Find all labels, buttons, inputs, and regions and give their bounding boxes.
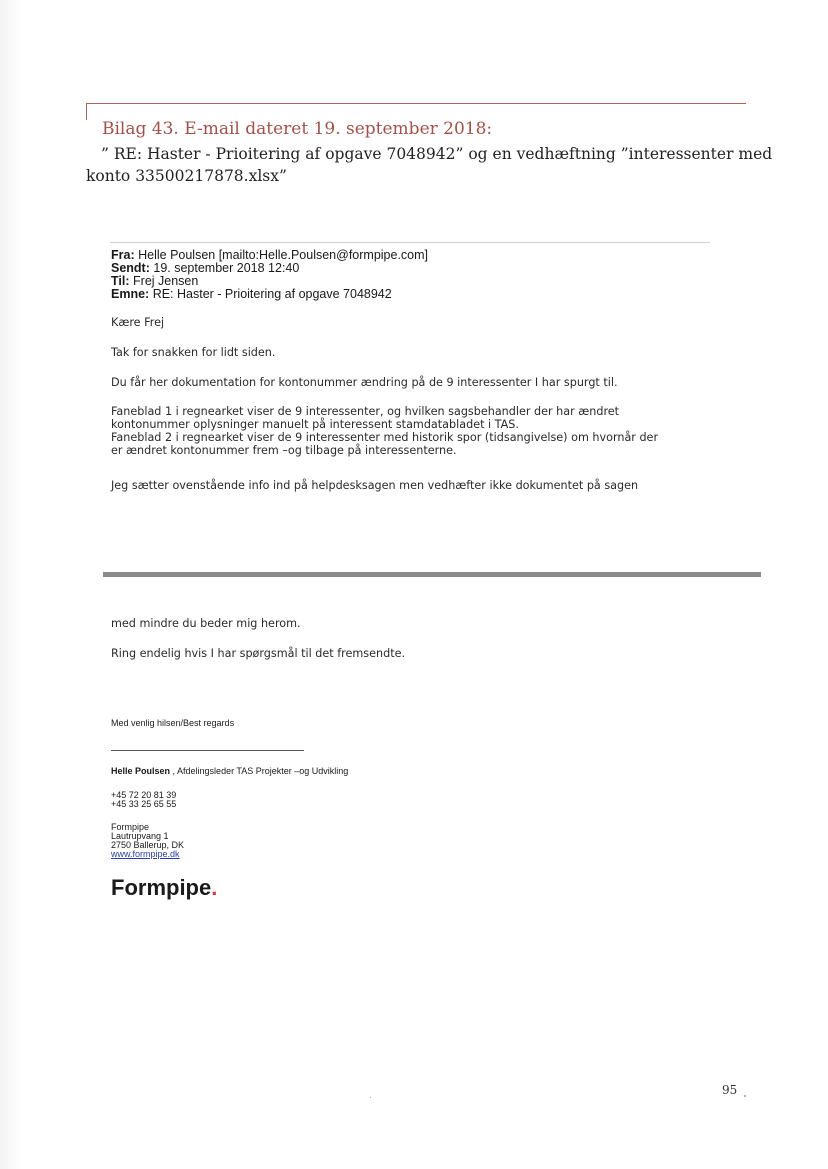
logo-dot: .: [211, 875, 218, 900]
from-label: Fra:: [111, 248, 135, 262]
formpipe-logo: [111, 875, 217, 901]
heading-rule-tick: [86, 103, 87, 120]
email-paragraph-1: Tak for snakken for lidt siden.: [111, 346, 276, 359]
signature-role: , Afdelingsleder TAS Projekter –og Udvikling: [170, 766, 349, 776]
logo-text: Formpipe: [111, 875, 212, 900]
sent-value: 19. september 2018 12:40: [153, 261, 300, 275]
subject-label: Emne:: [111, 287, 150, 301]
email-paragraph-3-line-4: er ændret kontonummer frem –og tilbage på interessenterne.: [111, 444, 457, 457]
signature-name-row: [111, 766, 348, 776]
sent-label: Sendt:: [111, 261, 150, 275]
scan-speck: [744, 1095, 746, 1097]
to-value: Frej Jensen: [133, 274, 199, 288]
signature-website-link[interactable]: www.formpipe.dk: [111, 849, 180, 859]
appendix-title: Bilag 43. E-mail dateret 19. september 2018:: [102, 119, 493, 139]
signature-name: Helle Poulsen: [111, 766, 171, 776]
scan-speck: [370, 1097, 371, 1098]
signature-rule: [111, 750, 304, 751]
email-paragraph-5: med mindre du beder mig herom.: [111, 617, 301, 630]
from-value: Helle Poulsen [mailto:Helle.Poulsen@formpipe.com]: [138, 248, 429, 262]
signature-phone-1: +45 72 20 81 39: [111, 790, 177, 800]
signature-company: Formpipe: [111, 822, 150, 832]
signature-phone-2: +45 33 25 65 55: [111, 799, 177, 809]
signature-street: Lautrupvang 1: [111, 831, 169, 841]
subject-value: RE: Haster - Prioitering af opgave 7048942: [152, 287, 392, 301]
email-paragraph-4: Jeg sætter ovenstående info ind på helpdesksagen men vedhæfter ikke dokumentet på sagen: [111, 479, 639, 492]
page-break-bar: [103, 572, 761, 577]
email-header-rule: [110, 242, 710, 243]
signature-closing: Med venlig hilsen/Best regards: [111, 718, 235, 728]
email-paragraph-3-line-1: Faneblad 1 i regnearket viser de 9 interessenter, og hvilken sagsbehandler der har ændret: [111, 405, 620, 418]
signature-city: 2750 Ballerup, DK: [111, 840, 185, 850]
heading-rule: [86, 103, 746, 104]
email-subject-row: [111, 288, 392, 301]
email-greeting: Kære Frej: [111, 316, 165, 329]
email-paragraph-3-line-2: kontonummer oplysninger manuelt på interessent stamdatabladet i TAS.: [111, 418, 519, 431]
email-paragraph-6: Ring endelig hvis I har spørgsmål til det fremsendte.: [111, 647, 406, 660]
to-label: Til:: [111, 274, 130, 288]
page-number: 95: [722, 1083, 738, 1097]
appendix-subject-line-2: konto 33500217878.xlsx”: [86, 167, 287, 185]
email-paragraph-2: Du får her dokumentation for kontonummer ændring på de 9 interessenter I har spurgt til.: [111, 376, 618, 389]
appendix-subject-line-1: ” RE: Haster - Prioitering af opgave 7048942” og en vedhæftning ”interessenter med: [101, 145, 773, 163]
scan-edge-shadow: [0, 0, 22, 1169]
email-paragraph-3-line-3: Faneblad 2 i regnearket viser de 9 interessenter med historik spor (tidsangivelse) om hvornår der: [111, 431, 659, 444]
